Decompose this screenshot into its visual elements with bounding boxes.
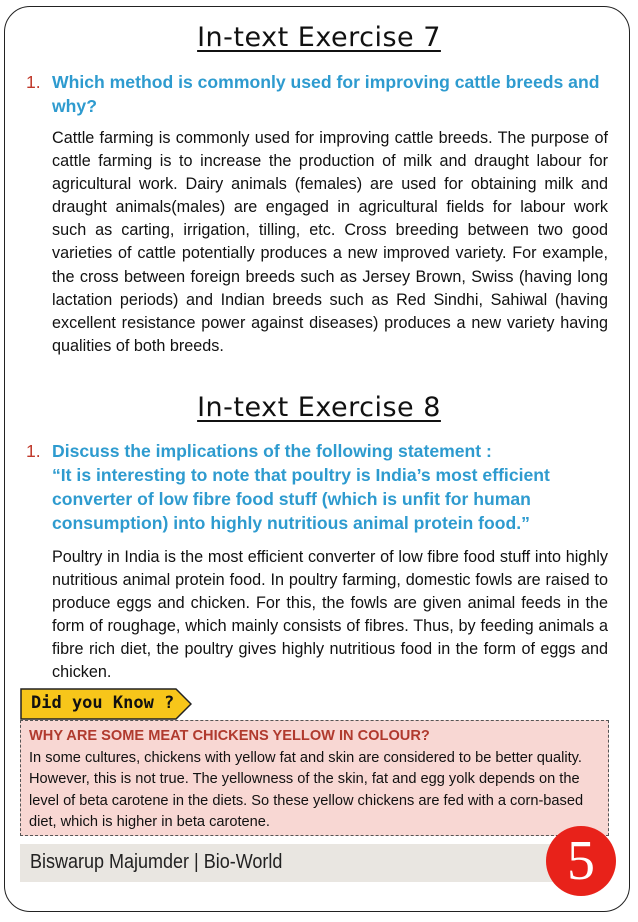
footer-bar [20, 844, 580, 882]
footer-author: Biswarup Majumder | Bio-World [30, 851, 283, 873]
did-you-know-body: In some cultures, chickens with yellow fat and skin are considered to be better quality. However, this is not true. The yellowness of the skin, fat and egg yolk depends on the level of beta carotene in the diets. So these yellow chickens are fed with a corn-based diet, which is higher in beta carotene. [29, 749, 584, 830]
question-quote: “It is interesting to note that poultry is India’s most efficient converter of low fibre food stuff (which is unfit for human consumption) into highly nutritious animal protein food.” [52, 465, 550, 533]
page-number: 5 [567, 830, 595, 892]
did-you-know-label: Did you Know ? [31, 693, 175, 713]
question-number: 1. [26, 441, 41, 461]
did-you-know-tag [20, 688, 192, 720]
exercise8-question [26, 439, 610, 535]
question-number: 1. [26, 72, 41, 92]
exercise7-question [26, 70, 610, 118]
exercise7-title: In-text Exercise 7 [197, 22, 441, 53]
question-text: Which method is commonly used for improving cattle breeds and why? [52, 72, 600, 116]
exercise8-answer: Poultry in India is the most efficient converter of low fibre food stuff into highly nutritious animal protein food. In poultry farming, domestic fowls are raised to produce eggs and chicken. For this, the fowls are given animal feeds in the form of roughage, which mainly consists of fibres. Thus, by feeding animals a fibre rich diet, the poultry gives highly nutritious food in the form of eggs and chicken. [52, 548, 608, 682]
did-you-know-heading: WHY ARE SOME MEAT CHICKENS YELLOW IN COLOUR? [29, 728, 430, 744]
exercise7-answer: Cattle farming is commonly used for improving cattle breeds. The purpose of cattle farming is to increase the production of milk and draught labour for agricultural work. Dairy animals (females) are used for obtaining milk and draught animals(males) are engaged in agricultural fields for labour work such as carting, irrigation, tilling, etc. Cross breeding between two good varieties of cattle potentially produces a new improved variety. For example, the cross between foreign breeds such as Jersey Brown, Swiss (having long lactation periods) and Indian breeds such as Red Sindhi, Sahiwal (having excellent resistance power against diseases) produces a new variety having qualities of both breeds. [52, 129, 608, 355]
exercise8-title: In-text Exercise 8 [197, 392, 441, 423]
question-text: Discuss the implications of the following statement : [52, 441, 492, 461]
did-you-know-box [20, 720, 609, 836]
